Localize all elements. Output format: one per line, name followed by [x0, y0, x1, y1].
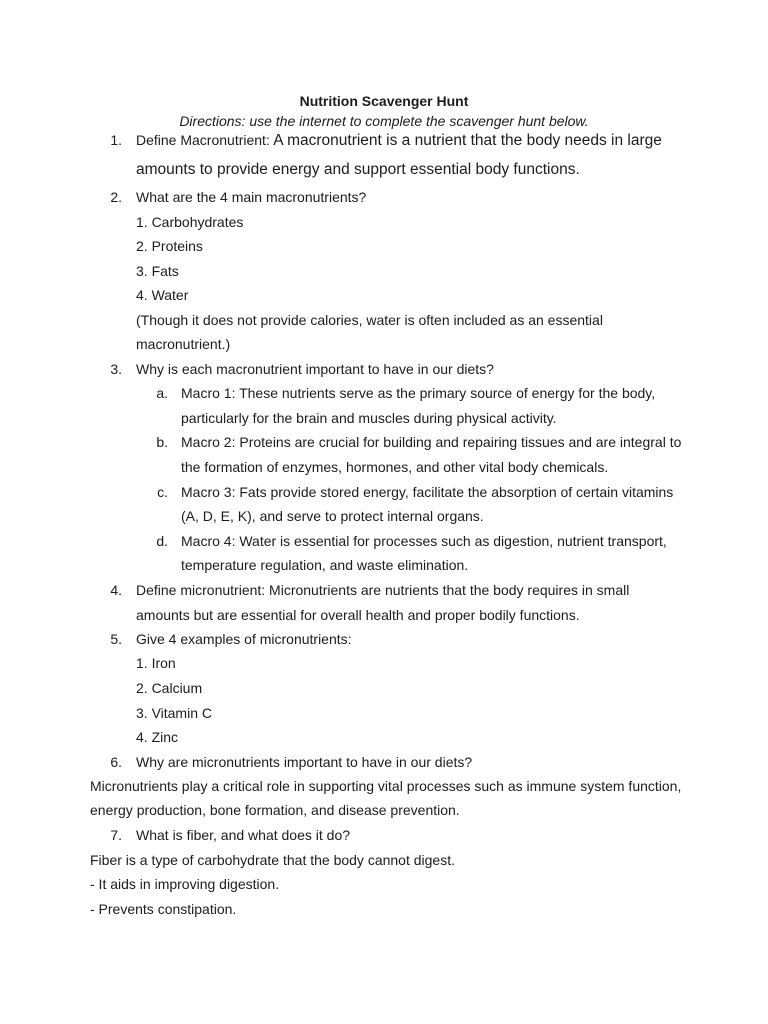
q5-item-1: 1. Iron [136, 655, 176, 671]
q1-label: Define Macronutrient: [136, 132, 270, 148]
q2-number: 2. [110, 189, 122, 205]
q1-number: 1. [110, 132, 122, 148]
q1-line [136, 131, 662, 150]
macro-c-line-1: Macro 3: Fats provide stored energy, facilitate the absorption of certain vitamins [181, 484, 674, 500]
macro-b-line-2: the formation of enzymes, hormones, and other vital body chemicals. [181, 459, 609, 475]
q5-item-2: 2. Calcium [136, 680, 203, 696]
macro-b-letter: b. [156, 434, 168, 450]
q5-item-4: 4. Zinc [136, 729, 179, 745]
macro-c-line-2: (A, D, E, K), and serve to protect internal organs. [181, 508, 484, 524]
q2-item-3: 3. Fats [136, 263, 179, 279]
q7-number: 7. [110, 827, 122, 843]
q6-answer-1: Micronutrients play a critical role in supporting vital processes such as immune system function, [90, 778, 682, 794]
q4-line-1: Define micronutrient: Micronutrients are nutrients that the body requires in small [136, 582, 630, 598]
q4-number: 4. [110, 582, 122, 598]
q6-answer-2: energy production, bone formation, and disease prevention. [90, 802, 460, 818]
q2-note-1: (Though it does not provide calories, water is often included as an essential [136, 312, 603, 328]
q2-item-2: 2. Proteins [136, 238, 203, 254]
macro-a-line-1: Macro 1: These nutrients serve as the primary source of energy for the body, [181, 385, 656, 401]
directions-text: Directions: use the internet to complete the scavenger hunt below. [179, 113, 589, 129]
macro-c-letter: c. [157, 484, 168, 500]
q3-question: Why is each macronutrient important to have in our diets? [136, 361, 494, 377]
q2-item-1: 1. Carbohydrates [136, 214, 244, 230]
macro-d-line-1: Macro 4: Water is essential for processes such as digestion, nutrient transport, [181, 533, 667, 549]
q3-number: 3. [110, 361, 122, 377]
q5-question: Give 4 examples of micronutrients: [136, 631, 352, 647]
q5-item-3: 3. Vitamin C [136, 705, 212, 721]
q2-note-2: macronutrient.) [136, 336, 231, 352]
q7-answer-3: - Prevents constipation. [90, 901, 237, 917]
q1-answer-1: A macronutrient is a nutrient that the body needs in large [269, 132, 662, 149]
macro-d-letter: d. [156, 533, 168, 549]
q7-question: What is fiber, and what does it do? [136, 827, 351, 843]
q4-line-2: amounts but are essential for overall health and proper bodily functions. [136, 607, 580, 623]
q2-item-4: 4. Water [136, 287, 189, 303]
q7-answer-2: - It aids in improving digestion. [90, 876, 280, 892]
q1-answer-2: amounts to provide energy and support essential body functions. [136, 161, 580, 178]
q7-answer-1: Fiber is a type of carbohydrate that the body cannot digest. [90, 852, 455, 868]
q5-number: 5. [110, 631, 122, 647]
macro-a-letter: a. [156, 385, 168, 401]
q2-question: What are the 4 main macronutrients? [136, 189, 367, 205]
macro-d-line-2: temperature regulation, and waste elimination. [181, 557, 469, 573]
page-title: Nutrition Scavenger Hunt [299, 93, 469, 109]
macro-a-line-2: particularly for the brain and muscles during physical activity. [181, 410, 557, 426]
macro-b-line-1: Macro 2: Proteins are crucial for building and repairing tissues and are integral to [181, 434, 682, 450]
q6-question: Why are micronutrients important to have in our diets? [136, 754, 473, 770]
q6-number: 6. [110, 754, 122, 770]
